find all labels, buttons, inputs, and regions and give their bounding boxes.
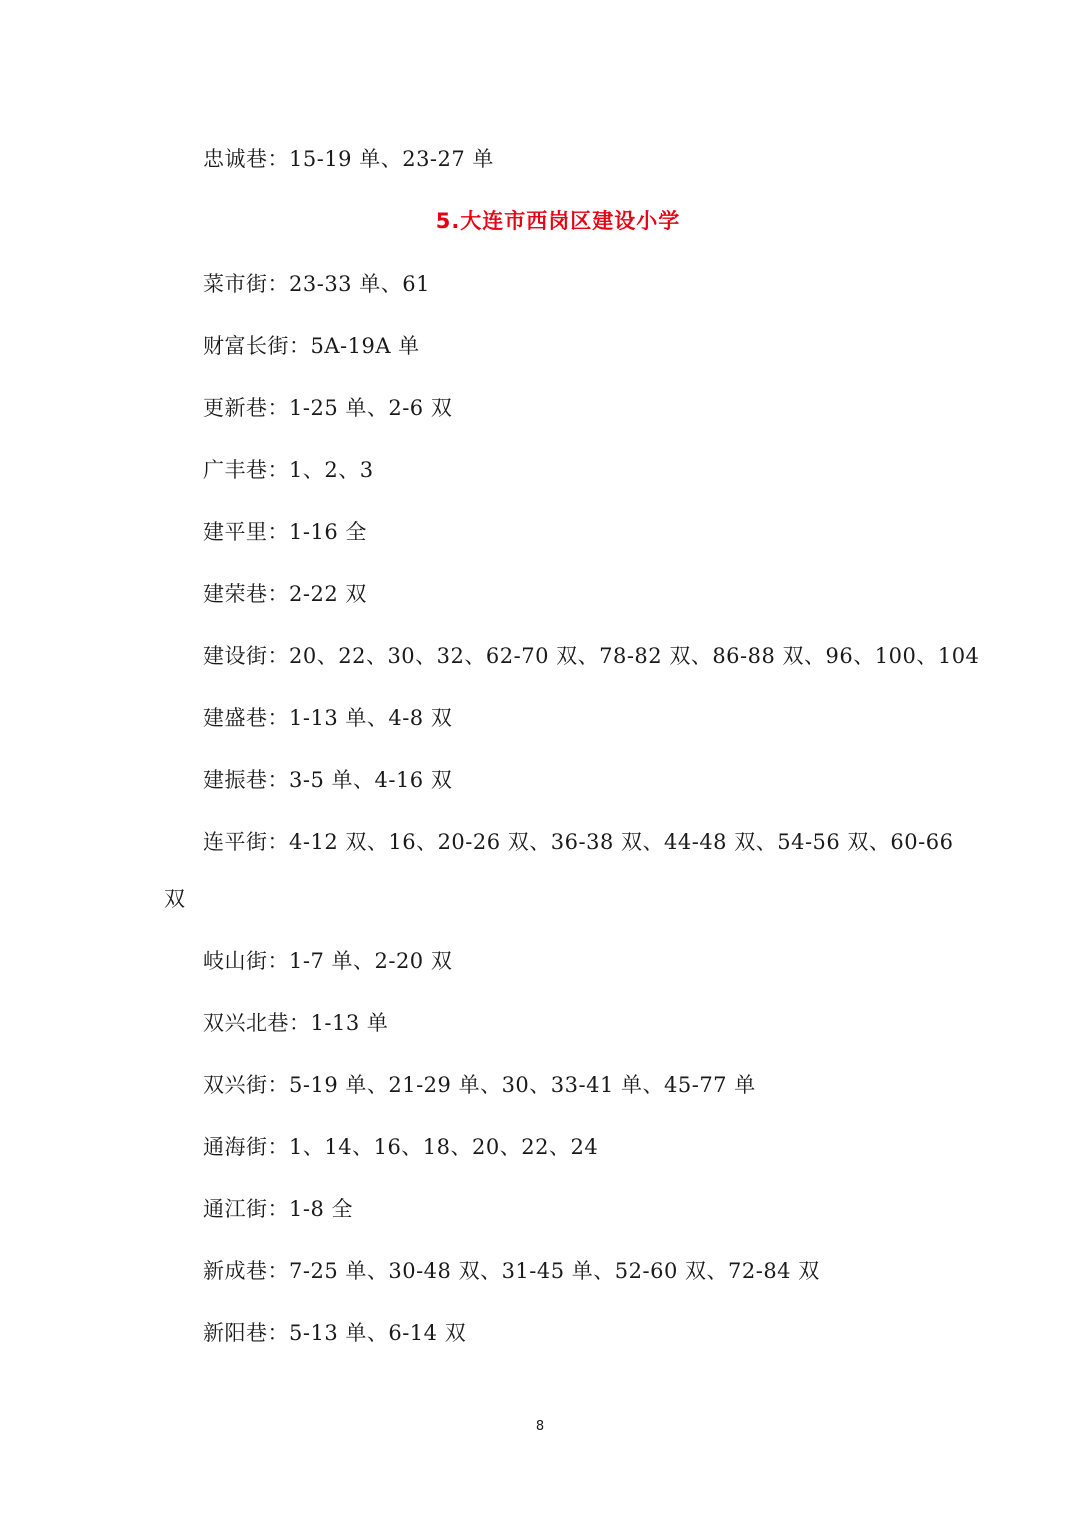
address-line: 广丰巷：1、2、3 bbox=[203, 458, 374, 482]
address-line: 双兴街：5-19 单、21-29 单、30、33-41 单、45-77 单 bbox=[203, 1073, 756, 1097]
address-line: 新成巷：7-25 单、30-48 双、31-45 单、52-60 双、72-84 双 bbox=[203, 1259, 820, 1283]
address-line: 建振巷：3-5 单、4-16 双 bbox=[203, 768, 453, 792]
page-number: 8 bbox=[535, 1419, 545, 1434]
address-line: 连平街：4-12 双、16、20-26 双、36-38 双、44-48 双、54-56 双、60-66 bbox=[203, 830, 954, 854]
address-line: 建设街：20、22、30、32、62-70 双、78-82 双、86-88 双、96、100、104 bbox=[203, 644, 980, 668]
address-line: 菜市街：23-33 单、61 bbox=[203, 272, 430, 296]
address-line: 忠诚巷：15-19 单、23-27 单 bbox=[203, 147, 494, 171]
address-line: 双兴北巷：1-13 单 bbox=[203, 1011, 389, 1035]
address-line: 岐山街：1-7 单、2-20 双 bbox=[203, 949, 453, 973]
address-line: 财富长街：5A-19A 单 bbox=[203, 334, 420, 358]
address-line-continuation: 双 bbox=[164, 887, 186, 911]
address-line: 通江街：1-8 全 bbox=[203, 1197, 353, 1221]
section-heading: 5.大连市西岗区建设小学 bbox=[435, 209, 681, 233]
address-line: 建荣巷：2-22 双 bbox=[203, 582, 367, 606]
address-line: 通海街：1、14、16、18、20、22、24 bbox=[203, 1135, 599, 1159]
address-line: 新阳巷：5-13 单、6-14 双 bbox=[203, 1321, 467, 1345]
address-line: 建盛巷：1-13 单、4-8 双 bbox=[203, 706, 453, 730]
address-line: 建平里：1-16 全 bbox=[203, 520, 367, 544]
address-line: 更新巷：1-25 单、2-6 双 bbox=[203, 396, 453, 420]
